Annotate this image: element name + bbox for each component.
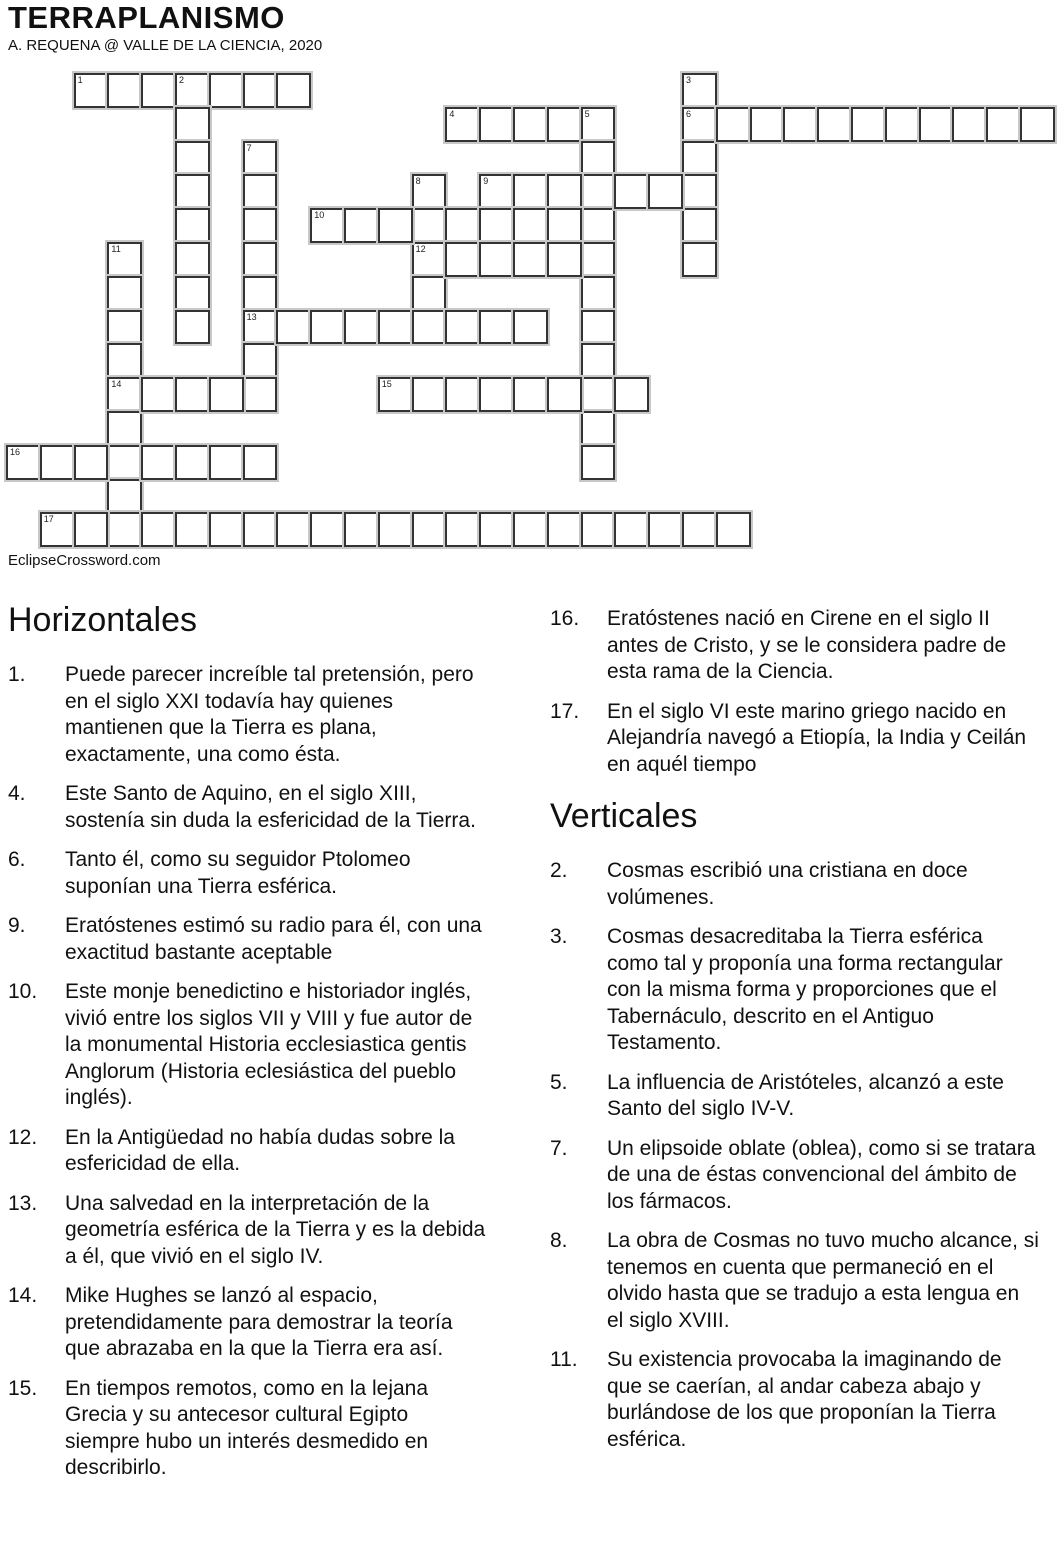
crossword-cell[interactable]	[344, 512, 379, 547]
crossword-cell[interactable]	[716, 512, 751, 547]
crossword-cell[interactable]	[682, 208, 717, 243]
crossword-cell[interactable]	[141, 73, 176, 108]
crossword-cell[interactable]	[581, 512, 616, 547]
crossword-cell[interactable]	[141, 512, 176, 547]
crossword-cell[interactable]	[243, 174, 278, 209]
crossword-cell[interactable]	[412, 174, 447, 209]
puzzle-title: TERRAPLANISMO	[8, 0, 285, 35]
crossword-cell[interactable]	[107, 276, 142, 311]
crossword-cell[interactable]	[952, 107, 987, 142]
clue-number: 9.	[8, 914, 26, 937]
crossword-cell[interactable]	[479, 310, 514, 345]
crossword-cell[interactable]	[513, 208, 548, 243]
crossword-cell[interactable]	[310, 512, 345, 547]
down-clue-list	[550, 858, 1040, 1453]
clue-text: Eratóstenes nació en Cirene en el siglo II antes de Cristo, y se le considera padre de esta rama de la Ciencia.	[607, 607, 1007, 683]
clue-text: Eratóstenes estimó su radio para él, con una exactitud bastante aceptable	[65, 914, 482, 964]
cell-number: 1	[77, 75, 83, 85]
crossword-cell[interactable]	[243, 343, 278, 378]
clue-number: 17.	[550, 699, 580, 723]
crossword-cell[interactable]	[107, 310, 142, 345]
crossword-cell[interactable]	[310, 208, 345, 243]
clue-text: En el siglo VI este marino griego nacido en Alejandría navegó a Etiopía, la India y Ceilán en aquél tiempo	[607, 699, 1027, 776]
crossword-cell[interactable]	[479, 107, 514, 142]
crossword-cell[interactable]	[344, 208, 379, 243]
crossword-cell[interactable]	[614, 512, 649, 547]
clue-number: 13.	[8, 1191, 38, 1215]
crossword-cell[interactable]	[243, 242, 278, 277]
crossword-cell[interactable]	[547, 377, 582, 412]
down-clue	[550, 924, 1040, 1057]
crossword-cell[interactable]	[581, 208, 616, 243]
clue-number: 10.	[8, 980, 38, 1003]
across-clue	[8, 662, 488, 768]
across-clue	[550, 699, 1040, 779]
cell-number: 16	[10, 446, 21, 457]
crossword-cell[interactable]	[276, 512, 311, 547]
crossword-cell[interactable]	[581, 445, 616, 480]
crossword-cell[interactable]	[344, 310, 379, 345]
clue-number: 15.	[8, 1376, 38, 1400]
clue-text: Puede parecer increíble tal pretensión, pero en el siglo XXI todavía hay quienes mantienen que la Tierra es plana, exactamente, una como ésta.	[65, 663, 474, 766]
crossword-cell[interactable]	[682, 512, 717, 547]
crossword-cell[interactable]	[175, 208, 210, 243]
across-clue	[8, 1376, 488, 1482]
crossword-cell[interactable]	[682, 107, 717, 142]
crossword-cell[interactable]	[243, 310, 278, 345]
clue-text: Cosmas escribió una cristiana en doce volúmenes.	[607, 859, 968, 909]
crossword-cell[interactable]	[175, 276, 210, 311]
clue-text: La obra de Cosmas no tuvo mucho alcance, si tenemos en cuenta que permaneció en el olvido hasta que se tradujo a esta lengua en el siglo XVIII.	[607, 1229, 1039, 1332]
crossword-cell[interactable]	[919, 107, 954, 142]
cell-number: 8	[415, 176, 421, 187]
crossword-cell[interactable]	[74, 73, 109, 108]
clue-text: Tanto él, como su seguidor Ptolomeo suponían una Tierra esférica.	[65, 848, 411, 898]
crossword-cell[interactable]	[581, 343, 616, 378]
cell-number: 4	[449, 108, 455, 119]
clue-number: 6.	[8, 848, 26, 871]
crossword-cell[interactable]	[547, 512, 582, 547]
across-clue	[8, 847, 488, 900]
crossword-cell[interactable]	[175, 242, 210, 277]
crossword-cell[interactable]	[581, 141, 616, 176]
crossword-cell[interactable]	[479, 174, 514, 209]
clue-text: Una salvedad en la interpretación de la geometría esférica de la Tierra y es la debida a él, que vivió en el siglo IV.	[65, 1191, 486, 1268]
clue-number: 8.	[550, 1229, 568, 1252]
crossword-cell[interactable]	[107, 512, 142, 547]
crossword-cell[interactable]	[513, 310, 548, 345]
crossword-cell[interactable]	[412, 377, 447, 412]
crossword-cell[interactable]	[209, 445, 244, 480]
crossword-cell[interactable]	[378, 310, 413, 345]
crossword-cell[interactable]	[175, 377, 210, 412]
crossword-cell[interactable]	[547, 242, 582, 277]
clue-text: Cosmas desacreditaba la Tierra esférica como tal y proponía una forma rectangular con la misma forma y proporciones que el Tabernáculo, descrito en el Antiguo Testamento.	[607, 925, 1003, 1054]
crossword-cell[interactable]	[243, 512, 278, 547]
crossword-cell[interactable]	[412, 242, 447, 277]
puzzle-subtitle: A. REQUENA @ VALLE DE LA CIENCIA, 2020	[8, 37, 323, 54]
clue-text: Este Santo de Aquino, en el siglo XIII, sostenía sin duda la esfericidad de la Tierra.	[65, 782, 476, 832]
crossword-cell[interactable]	[209, 377, 244, 412]
crossword-cell[interactable]	[243, 73, 278, 108]
cell-number: 3	[686, 75, 692, 85]
crossword-cell[interactable]	[74, 512, 109, 547]
crossword-cell[interactable]	[581, 411, 616, 446]
across-clue	[8, 781, 488, 834]
cell-number: 14	[111, 379, 122, 390]
cell-number: 6	[686, 108, 692, 119]
crossword-cell[interactable]	[851, 107, 886, 142]
clue-number: 1.	[8, 663, 26, 686]
cell-number: 5	[584, 108, 590, 119]
crossword-cell[interactable]	[107, 411, 142, 446]
crossword-cell[interactable]	[445, 377, 480, 412]
clue-text: La influencia de Aristóteles, alcanzó a este Santo del siglo IV-V.	[607, 1070, 1004, 1120]
across-clue-list-continued	[550, 606, 1040, 778]
crossword-cell[interactable]	[986, 107, 1021, 142]
across-clue	[8, 913, 488, 966]
crossword-cell[interactable]	[243, 276, 278, 311]
crossword-cell[interactable]	[276, 310, 311, 345]
clue-text: En la Antigüedad no había dudas sobre la esfericidad de ella.	[65, 1125, 455, 1175]
clue-text: Un elipsoide oblate (oblea), como si se tratara de una de éstas convencional del ámbito de los fármacos.	[607, 1136, 1036, 1213]
crossword-cell[interactable]	[614, 377, 649, 412]
crossword-cell[interactable]	[175, 174, 210, 209]
clue-number: 7.	[550, 1136, 568, 1160]
crossword-cell[interactable]	[209, 512, 244, 547]
crossword-cell[interactable]	[378, 512, 413, 547]
crossword-cell[interactable]	[513, 512, 548, 547]
crossword-cell[interactable]	[513, 107, 548, 142]
crossword-cell[interactable]	[817, 107, 852, 142]
crossword-cell[interactable]	[581, 242, 616, 277]
crossword-cell[interactable]	[107, 343, 142, 378]
crossword-cell[interactable]	[445, 310, 480, 345]
crossword-cell[interactable]	[412, 512, 447, 547]
crossword-cell[interactable]	[107, 242, 142, 277]
crossword-cell[interactable]	[513, 174, 548, 209]
crossword-cell[interactable]	[581, 310, 616, 345]
clue-text: En tiempos remotos, como en la lejana Grecia y su antecesor cultural Egipto siempre hubo un interés desmedido en describirlo.	[65, 1376, 429, 1479]
crossword-cell[interactable]	[243, 141, 278, 176]
cell-number: 15	[381, 379, 392, 390]
crossword-cell[interactable]	[412, 276, 447, 311]
crossword-cell[interactable]	[716, 107, 751, 142]
crossword-cell[interactable]	[74, 445, 109, 480]
footer-credit: EclipseCrossword.com	[8, 552, 161, 569]
crossword-cell[interactable]	[547, 174, 582, 209]
crossword-cell[interactable]	[513, 242, 548, 277]
crossword-cell[interactable]	[682, 174, 717, 209]
crossword-cell[interactable]	[547, 208, 582, 243]
crossword-cell[interactable]	[378, 208, 413, 243]
down-clue	[550, 1228, 1040, 1334]
clue-number: 14.	[8, 1284, 38, 1307]
clue-number: 16.	[550, 607, 580, 630]
clue-number: 4.	[8, 782, 26, 805]
clues-left-column	[8, 600, 488, 1495]
cell-number: 10	[314, 210, 325, 221]
across-clue-list	[8, 662, 488, 1482]
crossword-cell[interactable]	[682, 73, 717, 108]
crossword-cell[interactable]	[750, 107, 785, 142]
across-clue	[8, 979, 488, 1112]
clue-number: 11.	[550, 1348, 578, 1371]
crossword-cell[interactable]	[614, 174, 649, 209]
clue-number: 3.	[550, 925, 568, 948]
crossword-cell[interactable]	[412, 208, 447, 243]
cell-number: 17	[43, 514, 54, 525]
crossword-cell[interactable]	[885, 107, 920, 142]
across-clue	[8, 1191, 488, 1271]
crossword-cell[interactable]	[513, 377, 548, 412]
down-clue	[550, 858, 1040, 911]
cell-number: 11	[111, 244, 121, 254]
crossword-cell[interactable]	[243, 208, 278, 243]
clue-number: 12.	[8, 1125, 38, 1149]
clue-number: 2.	[550, 859, 568, 882]
down-clue	[550, 1136, 1040, 1216]
crossword-cell[interactable]	[1020, 107, 1055, 142]
crossword-cell[interactable]	[581, 377, 616, 412]
crossword-cell[interactable]	[581, 276, 616, 311]
crossword-cell[interactable]	[175, 73, 210, 108]
crossword-cell[interactable]	[378, 377, 413, 412]
crossword-cell[interactable]	[6, 445, 41, 480]
crossword-cell[interactable]	[412, 310, 447, 345]
cell-number: 7	[246, 142, 252, 153]
crossword-cell[interactable]	[581, 174, 616, 209]
crossword-cell[interactable]	[107, 73, 142, 108]
clue-text: Mike Hughes se lanzó al espacio, pretendidamente para demostrar la teoría que abrazaba en la que la Tierra era así.	[65, 1284, 453, 1360]
down-clue	[550, 1347, 1040, 1453]
crossword-cell[interactable]	[682, 141, 717, 176]
crossword-cell[interactable]	[445, 107, 480, 142]
crossword-cell[interactable]	[107, 445, 142, 480]
crossword-cell[interactable]	[547, 107, 582, 142]
clues-right-column	[550, 606, 1040, 1466]
cell-number: 9	[483, 176, 489, 187]
crossword-cell[interactable]	[243, 377, 278, 412]
crossword-cell[interactable]	[107, 479, 142, 514]
crossword-cell[interactable]	[479, 242, 514, 277]
crossword-cell[interactable]	[175, 107, 210, 142]
crossword-cell[interactable]	[648, 512, 683, 547]
crossword-cell[interactable]	[445, 208, 480, 243]
cell-number: 2	[179, 75, 185, 85]
crossword-cell[interactable]	[648, 174, 683, 209]
cell-number: 12	[415, 244, 426, 254]
across-clue	[8, 1125, 488, 1178]
crossword-cell[interactable]	[175, 310, 210, 345]
crossword-cell[interactable]	[445, 242, 480, 277]
crossword-cell[interactable]	[175, 512, 210, 547]
clue-text: Su existencia provocaba la imaginando de que se caerían, al andar cabeza abajo y burlándose de los que proponían la Tierra esférica.	[607, 1348, 1002, 1451]
crossword-grid	[0, 0, 1058, 560]
crossword-cell[interactable]	[141, 445, 176, 480]
crossword-cell[interactable]	[243, 445, 278, 480]
clue-number: 5.	[550, 1070, 568, 1094]
crossword-cell[interactable]	[175, 141, 210, 176]
cell-number: 13	[246, 311, 257, 322]
crossword-cell[interactable]	[479, 208, 514, 243]
crossword-cell[interactable]	[682, 242, 717, 277]
crossword-cell[interactable]	[276, 73, 311, 108]
crossword-cell[interactable]	[479, 377, 514, 412]
crossword-cell[interactable]	[209, 73, 244, 108]
crossword-cell[interactable]	[783, 107, 818, 142]
crossword-cell[interactable]	[40, 512, 75, 547]
crossword-cell[interactable]	[175, 445, 210, 480]
crossword-cell[interactable]	[141, 377, 176, 412]
across-clue	[550, 606, 1040, 686]
down-clue	[550, 1070, 1040, 1123]
crossword-cell[interactable]	[445, 512, 480, 547]
across-clue	[8, 1283, 488, 1363]
crossword-cell[interactable]	[310, 310, 345, 345]
crossword-cell[interactable]	[40, 445, 75, 480]
down-heading: Verticales	[550, 797, 698, 835]
crossword-cell[interactable]	[107, 377, 142, 412]
crossword-cell[interactable]	[479, 512, 514, 547]
clue-text: Este monje benedictino e historiador inglés, vivió entre los siglos VII y VIII y fue autor de la monumental Historia ecclesiastica gentis Anglorum (Historia eclesiástica del pueblo inglés).	[65, 980, 473, 1109]
across-heading: Horizontales	[8, 601, 197, 639]
crossword-cell[interactable]	[581, 107, 616, 142]
